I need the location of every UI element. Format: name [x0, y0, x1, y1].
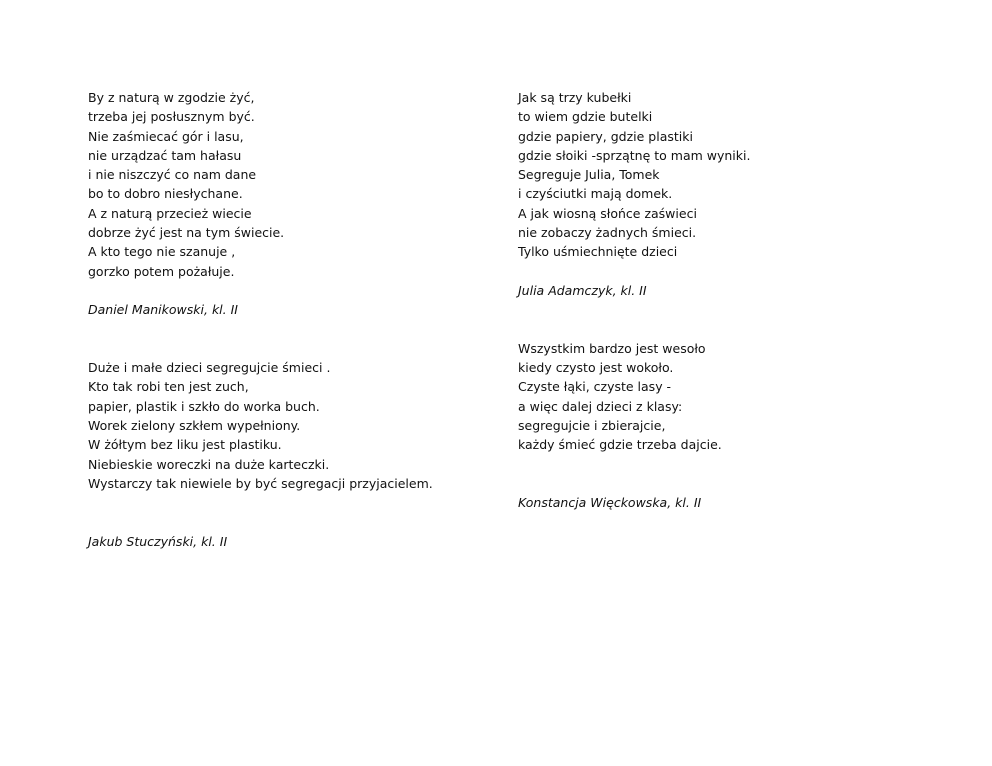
poem-line: Wystarczy tak niewiele by być segregacji przyjacielem. [88, 475, 433, 491]
poem-author: Jakub Stuczyński, kl. II [88, 533, 228, 549]
poem-daniel [88, 88, 498, 320]
poem-line: papier, plastik i szkło do worka buch. [88, 398, 320, 414]
poem-line: Segreguje Julia, Tomek [518, 167, 660, 183]
poem-julia [518, 88, 938, 300]
poem-author: Konstancja Więckowska, kl. II [518, 495, 702, 511]
poem-line: dobrze żyć jest na tym świecie. [88, 225, 285, 241]
poem-line: gdzie papiery, gdzie plastiki [518, 128, 693, 144]
poem-line: gorzko potem pożałuje. [88, 263, 235, 279]
poem-line: Worek zielony szkłem wypełniony. [88, 418, 301, 434]
poem-konstancja [518, 339, 938, 513]
poem-line: A z naturą przecież wiecie [88, 205, 252, 221]
poem-line: gdzie słoiki -sprzątnę to mam wyniki. [518, 147, 751, 163]
poem-line: Tylko uśmiechnięte dzieci [518, 244, 678, 260]
poem-line: nie zobaczy żadnych śmieci. [518, 225, 697, 241]
poem-line: i czyściutki mają domek. [518, 186, 673, 202]
poem-line: A kto tego nie szanuje , [88, 244, 236, 260]
poem-line: i nie niszczyć co nam dane [88, 167, 257, 183]
poem-line: Duże i małe dzieci segregujcie śmieci . [88, 360, 331, 376]
poem-jakub [88, 358, 498, 551]
poem-line: Kto tak robi ten jest zuch, [88, 379, 249, 395]
poem-author: Julia Adamczyk, kl. II [518, 282, 647, 298]
poem-line: Wszystkim bardzo jest wesoło [518, 340, 706, 356]
poem-line: A jak wiosną słońce zaświeci [518, 205, 697, 221]
poem-line: Nie zaśmiecać gór i lasu, [88, 128, 244, 144]
poem-line: każdy śmieć gdzie trzeba dajcie. [518, 437, 722, 453]
poem-line: W żółtym bez liku jest plastiku. [88, 437, 282, 453]
poem-line: segregujcie i zbierajcie, [518, 418, 666, 434]
poem-line: Czyste łąki, czyste lasy - [518, 379, 672, 395]
right-column [518, 88, 938, 513]
poem-line: bo to dobro niesłychane. [88, 186, 243, 202]
poem-line: Niebieskie woreczki na duże karteczki. [88, 456, 330, 472]
poem-line: to wiem gdzie butelki [518, 109, 653, 125]
poem-line: nie urządzać tam hałasu [88, 147, 242, 163]
poem-line: Jak są trzy kubełki [518, 90, 632, 105]
poem-line: By z naturą w zgodzie żyć, [88, 90, 255, 105]
poem-line: a więc dalej dzieci z klasy: [518, 398, 683, 414]
poem-line: trzeba jej posłusznym być. [88, 109, 255, 125]
left-column [88, 88, 498, 551]
poem-line: kiedy czysto jest wokoło. [518, 360, 674, 376]
poem-author: Daniel Manikowski, kl. II [88, 302, 238, 318]
